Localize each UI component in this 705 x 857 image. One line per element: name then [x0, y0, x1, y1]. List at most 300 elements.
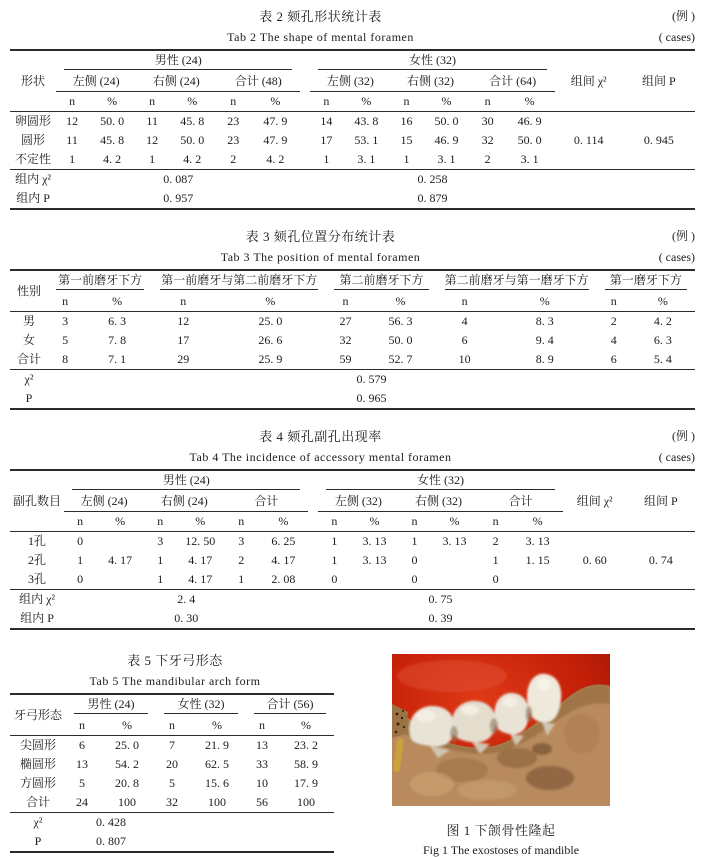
spacer — [308, 532, 318, 552]
cell: 12 — [66, 114, 79, 128]
cell: 5. 4 — [631, 350, 695, 370]
cell: 0. 74 — [648, 553, 673, 567]
cell — [156, 813, 334, 833]
table-4-subtitle: Tab 4 The incidence of accessory mental foramen — [189, 450, 452, 464]
cell: 0. 30 — [174, 611, 199, 625]
cell: 13 — [256, 738, 268, 752]
table-3-title-row — [10, 226, 695, 247]
col-header: n — [56, 92, 88, 112]
cell: 8 — [48, 350, 82, 370]
row-label: 组内 P — [16, 191, 50, 205]
cell: 6. 3 — [108, 314, 127, 328]
cell: 12 — [146, 133, 159, 147]
col-header: n — [398, 512, 430, 532]
table-2-subtitle: Tab 2 The shape of mental foramen — [227, 30, 414, 44]
table-2-title: 表 2 颏孔形状统计表 — [259, 9, 382, 24]
row-label: 圆形 — [21, 133, 46, 147]
col-header-label: 第一前磨牙下方 — [56, 273, 144, 290]
cell — [96, 532, 144, 552]
col-header: 左侧 (24) — [56, 72, 136, 92]
col-header: 副孔数目 — [10, 470, 64, 532]
cell: 0. 807 — [96, 834, 126, 848]
col-header-group — [318, 470, 562, 492]
cell: 6. 3 — [653, 333, 672, 347]
col-header: 左侧 (32) — [318, 492, 398, 512]
cell: 5 — [169, 776, 175, 790]
cell: 0 — [64, 570, 96, 590]
cell: 58. 9 — [294, 757, 318, 771]
col-header: % — [168, 92, 216, 112]
cell — [350, 570, 398, 590]
cell: 1 — [56, 150, 88, 170]
cell — [563, 570, 627, 590]
row-label: 2孔 — [28, 553, 47, 567]
cell: 17. 9 — [294, 776, 318, 790]
table-row — [10, 793, 334, 813]
col-header-group — [156, 694, 246, 716]
col-header: n — [310, 92, 342, 112]
cell: 12 — [177, 314, 190, 328]
col-header-group — [64, 470, 308, 492]
cell: 4. 2 — [250, 150, 300, 170]
cell: 1 — [492, 553, 499, 567]
cell: 1 — [224, 570, 258, 590]
cell — [563, 590, 695, 610]
cell: 3. 1 — [422, 150, 470, 170]
row-label: χ² — [24, 372, 34, 386]
table-5-footer — [10, 813, 334, 853]
cell: 47. 9 — [263, 133, 288, 147]
table-row — [10, 470, 695, 492]
row-label: 尖圆形 — [19, 738, 56, 752]
cell: 100 — [98, 793, 156, 813]
col-header: 右侧 (32) — [398, 492, 478, 512]
cell: 4. 17 — [271, 553, 296, 567]
col-header-label: 男性 (24) — [64, 53, 292, 70]
col-header: n — [471, 92, 505, 112]
col-header: n — [390, 92, 422, 112]
mandible-photo — [392, 654, 610, 806]
cell: 100 — [188, 793, 246, 813]
cell — [627, 570, 695, 590]
row-label: 3孔 — [10, 570, 64, 590]
col-header: 右侧 (32) — [390, 72, 470, 92]
cell: 3 — [62, 314, 69, 328]
cell: 32 — [339, 333, 352, 347]
table-3-mental-foramen-position — [10, 269, 695, 410]
table-5-subtitle: Tab 5 The mandibular arch form — [89, 674, 261, 688]
table-2-subtitle-row — [10, 27, 695, 47]
cell: 20 — [166, 757, 178, 771]
cell — [156, 832, 334, 852]
cell — [555, 112, 623, 132]
cell: 1 — [136, 150, 168, 170]
cell: 2 — [492, 534, 499, 548]
cell: 4 — [610, 333, 617, 347]
row-label: P — [25, 391, 33, 405]
table-3-subtitle-row — [10, 247, 695, 267]
table-4-section — [10, 426, 695, 630]
cell: 10 — [437, 350, 493, 370]
col-header-label: 女性 (32) — [326, 473, 554, 490]
col-header: 左侧 (24) — [64, 492, 144, 512]
col-header: 牙弓形态 — [10, 694, 66, 736]
cell: 0. 75 — [428, 592, 453, 606]
table-4-subtitle-row — [10, 447, 695, 467]
cell: 23 — [227, 114, 240, 128]
table-4-title: 表 4 颏孔副孔出现率 — [259, 429, 382, 444]
table-row — [10, 570, 695, 590]
table-2-body — [10, 112, 695, 170]
col-header: % — [98, 716, 156, 736]
col-header: n — [48, 292, 82, 312]
cell: 50. 0 — [100, 114, 125, 128]
table-3-section — [10, 226, 695, 410]
col-header: 合计 — [479, 492, 563, 512]
col-header: 性别 — [10, 270, 48, 312]
cell: 56 — [246, 793, 278, 813]
table-4-accessory-foramen — [10, 469, 695, 630]
cell: 46. 9 — [434, 133, 459, 147]
cell: 56. 3 — [388, 314, 413, 328]
cell — [623, 112, 695, 132]
table-5-title-row — [10, 650, 340, 671]
row-label: P — [34, 834, 42, 848]
col-header: 组间 P — [623, 50, 695, 112]
cell: 5 — [62, 333, 69, 347]
cell — [563, 609, 695, 629]
row-label: 组内 χ² — [19, 592, 55, 606]
cell: 62. 5 — [205, 757, 229, 771]
cell: 1 — [411, 534, 418, 548]
cell: 1 — [144, 570, 176, 590]
col-header: n — [66, 716, 98, 736]
cell: 4. 17 — [188, 553, 213, 567]
cell: 0 — [479, 570, 513, 590]
col-header: n — [224, 512, 258, 532]
cell: 20. 8 — [115, 776, 139, 790]
table-row — [10, 774, 334, 793]
cell: 0. 945 — [643, 133, 674, 147]
spacer — [308, 609, 318, 629]
row-label: 女 — [23, 333, 36, 347]
cell: 3 — [238, 534, 245, 548]
cell: 0 — [411, 553, 418, 567]
col-header: n — [216, 92, 250, 112]
table-2-unit-en: ( cases) — [658, 30, 695, 44]
cell: 3. 13 — [525, 534, 550, 548]
row-label: 方圆形 — [19, 776, 56, 790]
col-header: % — [364, 292, 436, 312]
col-header: % — [250, 92, 300, 112]
col-header-label: 第一前磨牙与第二前磨牙下方 — [160, 273, 318, 290]
spacer — [308, 570, 318, 590]
row-label: 合计 — [10, 350, 48, 370]
col-header: n — [326, 292, 364, 312]
cell: 32 — [481, 133, 494, 147]
col-header-label: 男性 (24) — [72, 473, 300, 490]
col-header: 形状 — [10, 50, 56, 112]
cell: 0. 39 — [428, 611, 453, 625]
cell — [555, 150, 623, 170]
col-header: % — [431, 512, 479, 532]
cell: 0. 579 — [356, 372, 387, 386]
cell: 25. 0 — [258, 314, 283, 328]
col-header: 合计 (48) — [216, 72, 300, 92]
table-row — [10, 609, 695, 629]
table-row — [10, 532, 695, 552]
col-header: % — [513, 512, 563, 532]
table-row — [10, 150, 695, 170]
col-header: % — [258, 512, 308, 532]
table-row — [10, 694, 334, 716]
col-header: n — [152, 292, 214, 312]
col-header: n — [246, 716, 278, 736]
cell: 0 — [398, 570, 430, 590]
cell: 4. 2 — [88, 150, 136, 170]
cell: 54. 2 — [115, 757, 139, 771]
spacer — [308, 590, 318, 610]
spacer — [300, 131, 310, 150]
cell: 0. 879 — [417, 191, 448, 205]
spacer — [300, 112, 310, 132]
cell: 2 — [610, 314, 617, 328]
cell: 4. 2 — [168, 150, 216, 170]
table-row — [10, 50, 695, 72]
figure-1 — [392, 650, 610, 857]
cell: 0 — [318, 570, 350, 590]
table-4-unit: (例 ) — [672, 429, 695, 443]
cell — [555, 170, 695, 190]
cell: 0. 258 — [417, 172, 448, 186]
cell: 0. 428 — [96, 815, 126, 829]
cell: 26. 6 — [258, 333, 283, 347]
col-header: % — [278, 716, 334, 736]
cell: 3. 13 — [362, 534, 387, 548]
row-label: 组内 P — [20, 611, 54, 625]
row-label: 合计 — [10, 793, 66, 813]
table-row — [10, 312, 695, 332]
table-row — [10, 755, 334, 774]
cell: 2. 08 — [258, 570, 308, 590]
col-header-label: 合计 (56) — [254, 697, 326, 714]
cell: 43. 8 — [354, 114, 379, 128]
col-header-group — [597, 270, 695, 292]
table-4-unit-en: ( cases) — [658, 450, 695, 464]
col-header: % — [631, 292, 695, 312]
cell: 3. 1 — [342, 150, 390, 170]
bottom-section — [10, 650, 695, 857]
cell: 6 — [597, 350, 631, 370]
spacer — [308, 470, 318, 532]
cell: 23 — [227, 133, 240, 147]
cell: 4. 17 — [108, 553, 133, 567]
cell: 11 — [66, 133, 78, 147]
cell — [96, 570, 144, 590]
col-header: % — [82, 292, 152, 312]
cell: 2 — [216, 150, 250, 170]
col-header: 合计 (64) — [471, 72, 555, 92]
cell — [431, 570, 479, 590]
cell: 3. 13 — [362, 553, 387, 567]
cell: 4 — [461, 314, 468, 328]
col-header-group — [56, 50, 300, 72]
cell: 45. 8 — [180, 114, 205, 128]
row-label: 男 — [23, 314, 36, 328]
col-header: n — [597, 292, 631, 312]
cell: 53. 1 — [354, 133, 379, 147]
col-header-group — [66, 694, 156, 716]
cell: 32 — [156, 793, 188, 813]
col-header: 左侧 (32) — [310, 72, 390, 92]
col-header: 合计 — [224, 492, 308, 512]
table-row — [10, 170, 695, 190]
col-header-group — [152, 270, 326, 292]
table-row — [10, 350, 695, 370]
cell: 46. 9 — [517, 114, 542, 128]
cell: 6 — [79, 738, 85, 752]
table-row — [10, 331, 695, 350]
table-5-section — [10, 650, 362, 857]
col-header-group — [246, 694, 334, 716]
cell: 6. 25 — [271, 534, 296, 548]
row-label: χ² — [33, 815, 43, 829]
col-header: % — [88, 92, 136, 112]
cell: 1 — [310, 150, 342, 170]
cell: 3. 13 — [442, 534, 467, 548]
col-header-label: 第二前磨牙下方 — [334, 273, 428, 290]
col-header: % — [176, 512, 224, 532]
cell — [563, 532, 627, 552]
table-row — [10, 813, 334, 833]
cell: 1. 15 — [525, 553, 550, 567]
table-2-footer — [10, 170, 695, 210]
figure-1-caption-en: Fig 1 The exostoses of mandible — [422, 843, 580, 857]
spacer — [300, 50, 310, 112]
figure-1-caption: 图 1 下颌骨性隆起 — [446, 823, 556, 838]
row-label: 卵圆形 — [15, 114, 52, 128]
cell: 8. 9 — [493, 350, 597, 370]
table-4-title-row — [10, 426, 695, 447]
col-header: % — [188, 716, 246, 736]
col-header-group — [437, 270, 597, 292]
cell: 16 — [400, 114, 413, 128]
table-3-unit: (例 ) — [672, 229, 695, 243]
cell: 100 — [278, 793, 334, 813]
col-header: 组间 χ² — [555, 50, 623, 112]
col-header: % — [505, 92, 555, 112]
cell: 50. 0 — [180, 133, 205, 147]
col-header-label: 第二前磨牙与第一磨牙下方 — [445, 273, 589, 290]
cell: 2 — [238, 553, 245, 567]
cell: 6 — [461, 333, 468, 347]
col-header: % — [350, 512, 398, 532]
table-3-header — [10, 270, 695, 312]
table-row — [10, 389, 695, 409]
col-header: % — [96, 512, 144, 532]
cell: 3 — [157, 534, 164, 548]
table-row — [10, 590, 695, 610]
col-header-label: 男性 (24) — [74, 697, 148, 714]
cell: 0. 957 — [163, 191, 194, 205]
cell: 0. 087 — [163, 172, 194, 186]
cell: 21. 9 — [205, 738, 229, 752]
cell: 1 — [331, 534, 338, 548]
cell — [555, 189, 695, 209]
table-2-section — [10, 6, 695, 210]
table-4-body — [10, 532, 695, 590]
cell: 3. 1 — [505, 150, 555, 170]
cell: 13 — [76, 757, 88, 771]
cell: 30 — [481, 114, 494, 128]
cell: 17 — [320, 133, 333, 147]
col-header: n — [64, 512, 96, 532]
spacer — [300, 150, 310, 170]
cell: 14 — [320, 114, 333, 128]
table-2-mental-foramen-shape — [10, 49, 695, 210]
table-5-subtitle-row — [10, 671, 340, 691]
cell: 4. 2 — [653, 314, 672, 328]
col-header: 组间 P — [627, 470, 695, 532]
spacer — [300, 170, 310, 190]
col-header: n — [144, 512, 176, 532]
table-row — [10, 832, 334, 852]
table-2-header — [10, 50, 695, 112]
row-label: 1孔 — [28, 534, 47, 548]
cell: 50. 0 — [517, 133, 542, 147]
cell: 1 — [157, 553, 164, 567]
cell — [627, 532, 695, 552]
table-row — [10, 189, 695, 209]
cell: 7. 1 — [82, 350, 152, 370]
col-header-group — [310, 50, 554, 72]
cell: 27 — [339, 314, 352, 328]
col-header: 右侧 (24) — [136, 72, 216, 92]
col-header: % — [214, 292, 326, 312]
col-header: n — [437, 292, 493, 312]
cell: 1 — [77, 553, 84, 567]
cell: 25. 9 — [214, 350, 326, 370]
cell: 8. 3 — [535, 314, 554, 328]
table-row — [10, 551, 695, 570]
cell: 0 — [77, 534, 84, 548]
table-2-unit: (例 ) — [672, 9, 695, 23]
col-header: n — [156, 716, 188, 736]
cell: 2 — [471, 150, 505, 170]
col-header-label: 女性 (32) — [318, 53, 546, 70]
table-5-header — [10, 694, 334, 736]
row-label: 不定性 — [10, 150, 56, 170]
cell: 25. 0 — [115, 738, 139, 752]
cell: 15. 6 — [205, 776, 229, 790]
table-5-title: 表 5 下牙弓形态 — [127, 653, 223, 668]
cell — [513, 570, 563, 590]
col-header: n — [136, 92, 168, 112]
row-label: 椭圆形 — [19, 757, 56, 771]
cell: 1 — [331, 553, 338, 567]
table-2-title-row — [10, 6, 695, 27]
cell: 0. 114 — [573, 133, 604, 147]
cell: 12. 50 — [185, 534, 216, 548]
table-3-body — [10, 312, 695, 370]
cell: 52. 7 — [364, 350, 436, 370]
col-header: n — [479, 512, 513, 532]
col-header-group — [326, 270, 436, 292]
cell: 50. 0 — [434, 114, 459, 128]
table-row — [10, 270, 695, 292]
table-3-subtitle: Tab 3 The position of mental foramen — [220, 250, 421, 264]
table-5-body — [10, 736, 334, 813]
